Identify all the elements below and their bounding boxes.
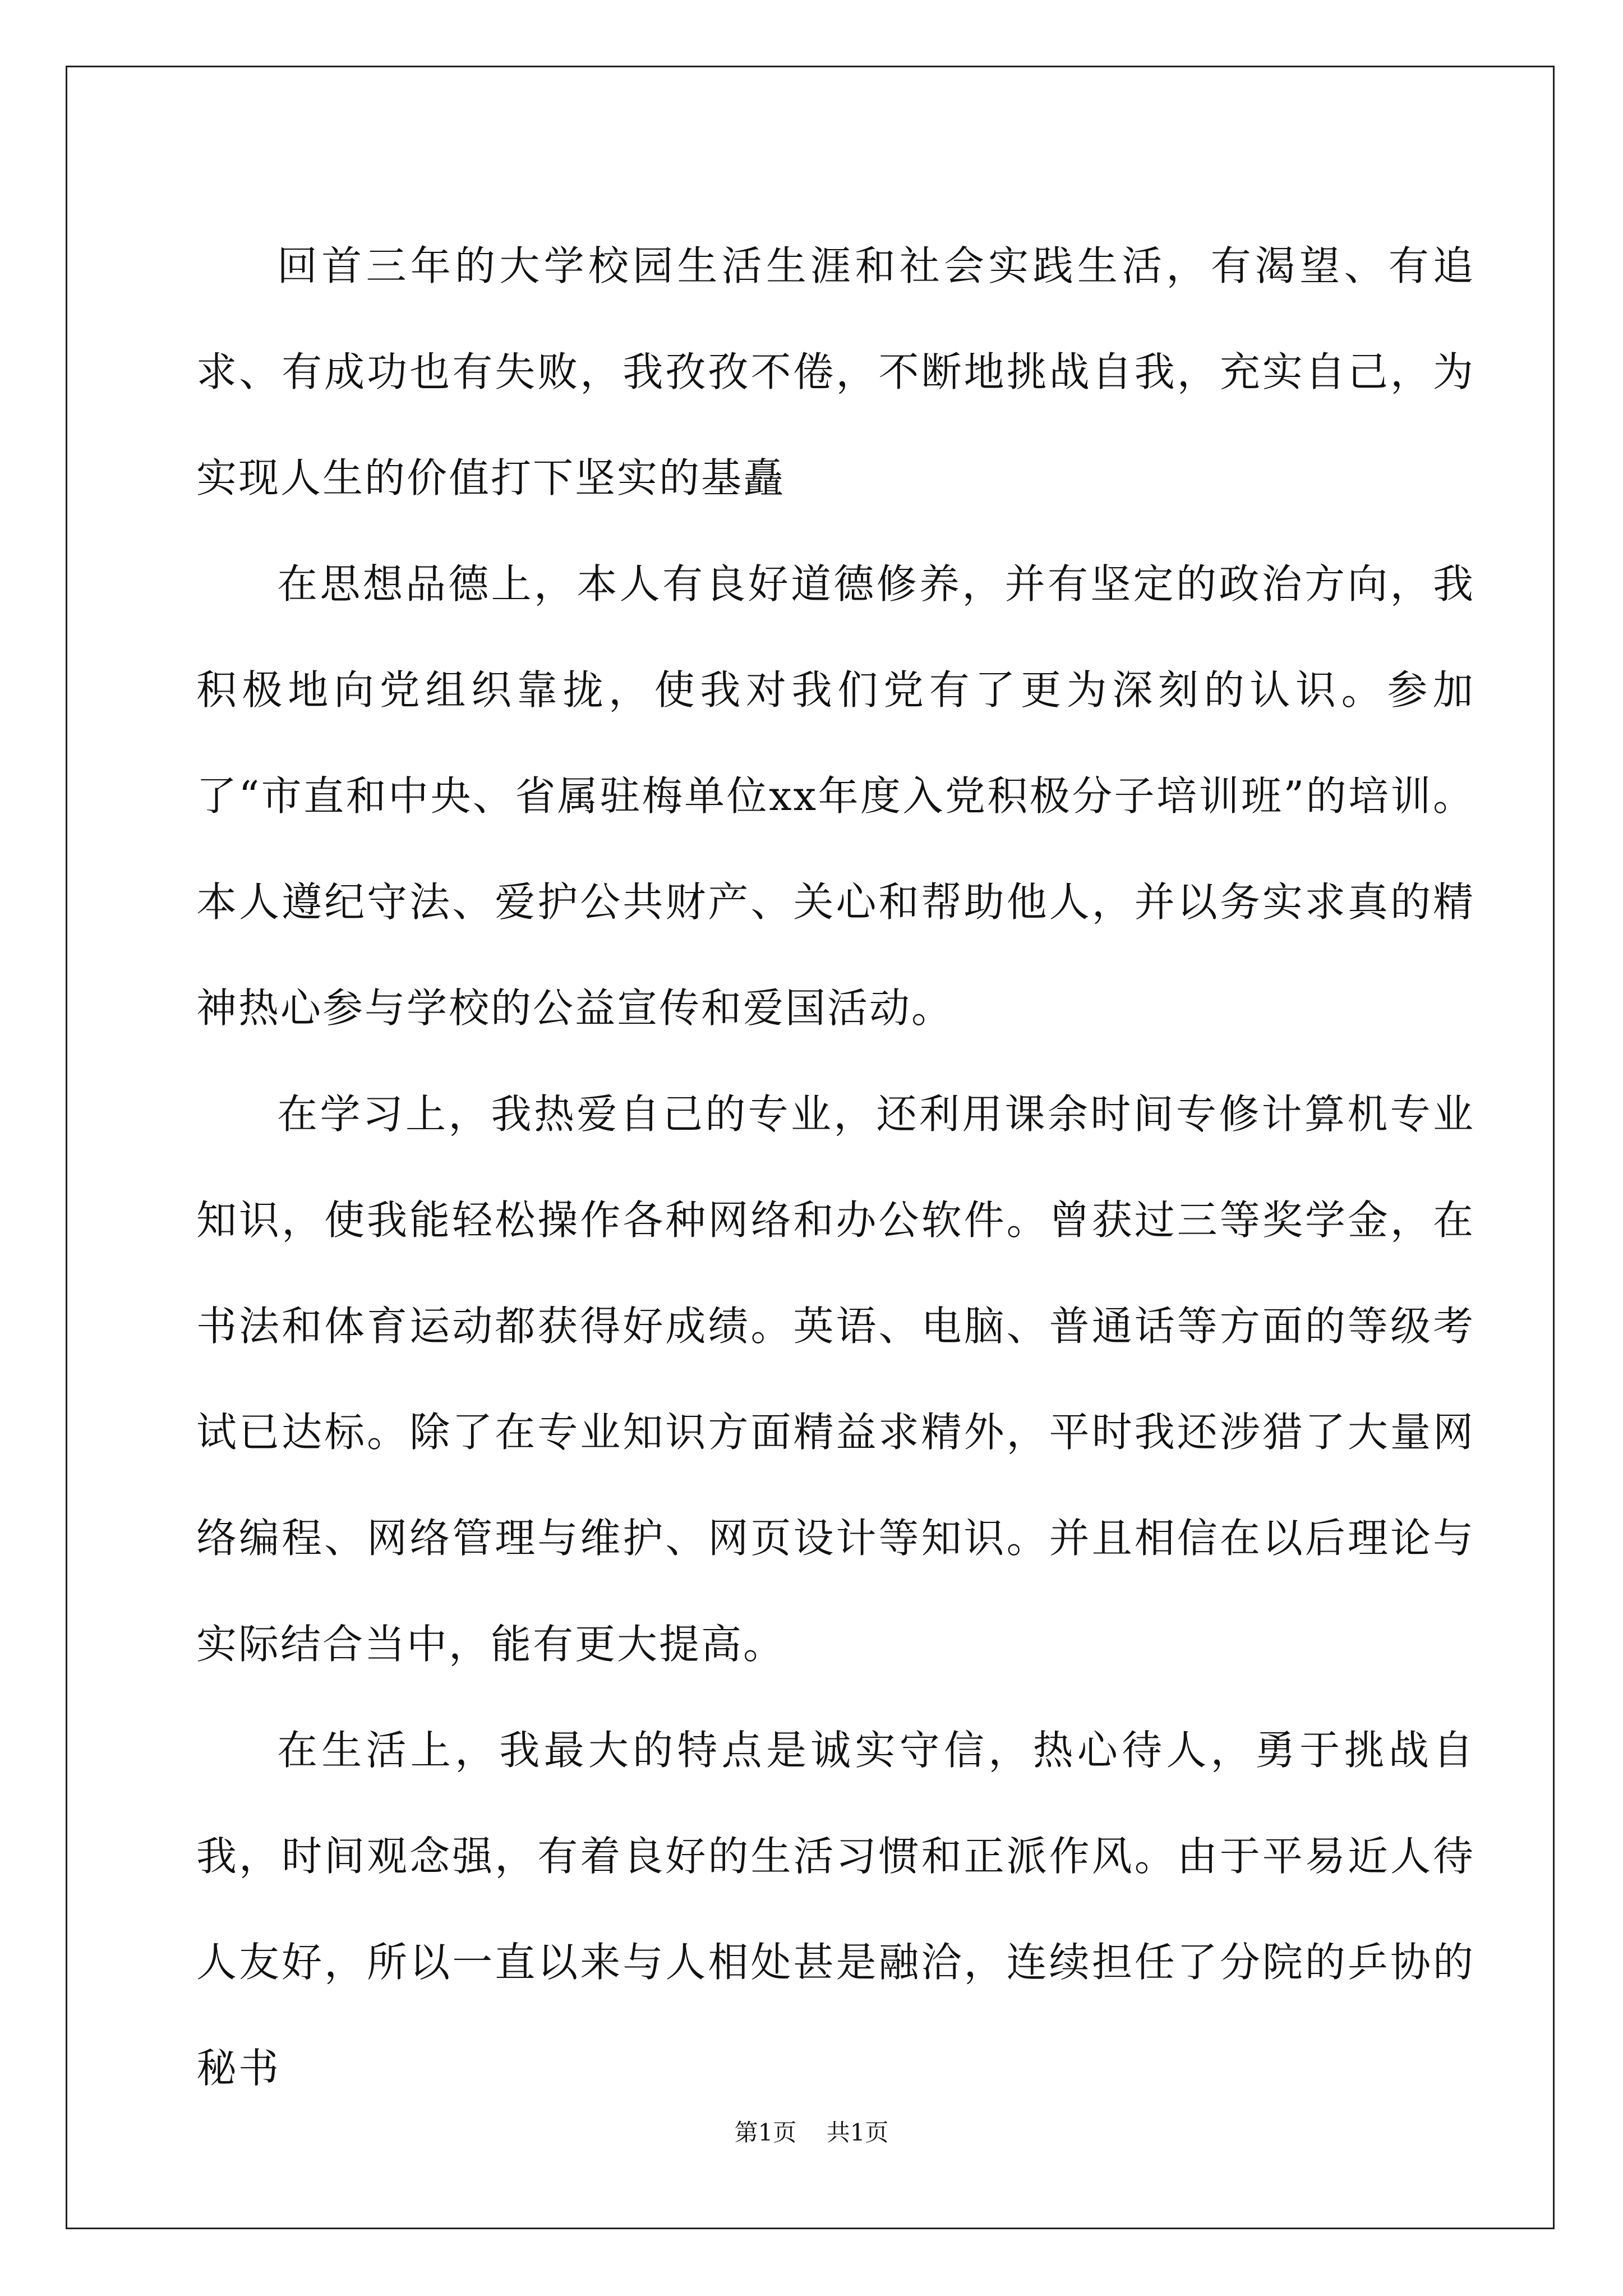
page-total: 共1页	[826, 2119, 889, 2146]
page-number: 第1页	[734, 2119, 797, 2146]
paragraph-study: 在学习上，我热爱自己的专业，还利用课余时间专修计算机专业知识，使我能轻松操作各种网络和办公软件。曾获过三等奖学金，在书法和体育运动都获得好成绩。英语、电脑、普通话等方面的等级考试已达标。除了在专业知识方面精益求精外，平时我还涉猎了大量网络编程、网络管理与维护、网页设计等知识。并且相信在以后理论与实际结合当中，能有更大提高。	[196, 1091, 1475, 1668]
paragraph-life: 在生活上，我最大的特点是诚实守信，热心待人，勇于挑战自我，时间观念强，有着良好的生活习惯和正派作风。由于平易近人待人友好，所以一直以来与人相处甚是融洽，连续担任了分院的乒协的秘书	[196, 1727, 1475, 2092]
paragraph-ideology: 在思想品德上，本人有良好道德修养，并有坚定的政治方向，我积极地向党组织靠拢，使我对我们党有了更为深刻的认识。参加了“市直和中央、省属驻梅单位xx年度入党积极分子培训班”的培训。本人遵纪守法、爱护公共财产、关心和帮助他人，并以务实求真的精神热心参与学校的公益宣传和爱国活动。	[196, 560, 1475, 1032]
paragraph-reflection: 回首三年的大学校园生活生涯和社会实践生活，有渴望、有追求、有成功也有失败，我孜孜不倦，不断地挑战自我，充实自己，为实现人生的价值打下坚实的基矗	[196, 242, 1475, 501]
page-footer	[0, 2116, 1623, 2150]
document-body	[196, 213, 1475, 2122]
